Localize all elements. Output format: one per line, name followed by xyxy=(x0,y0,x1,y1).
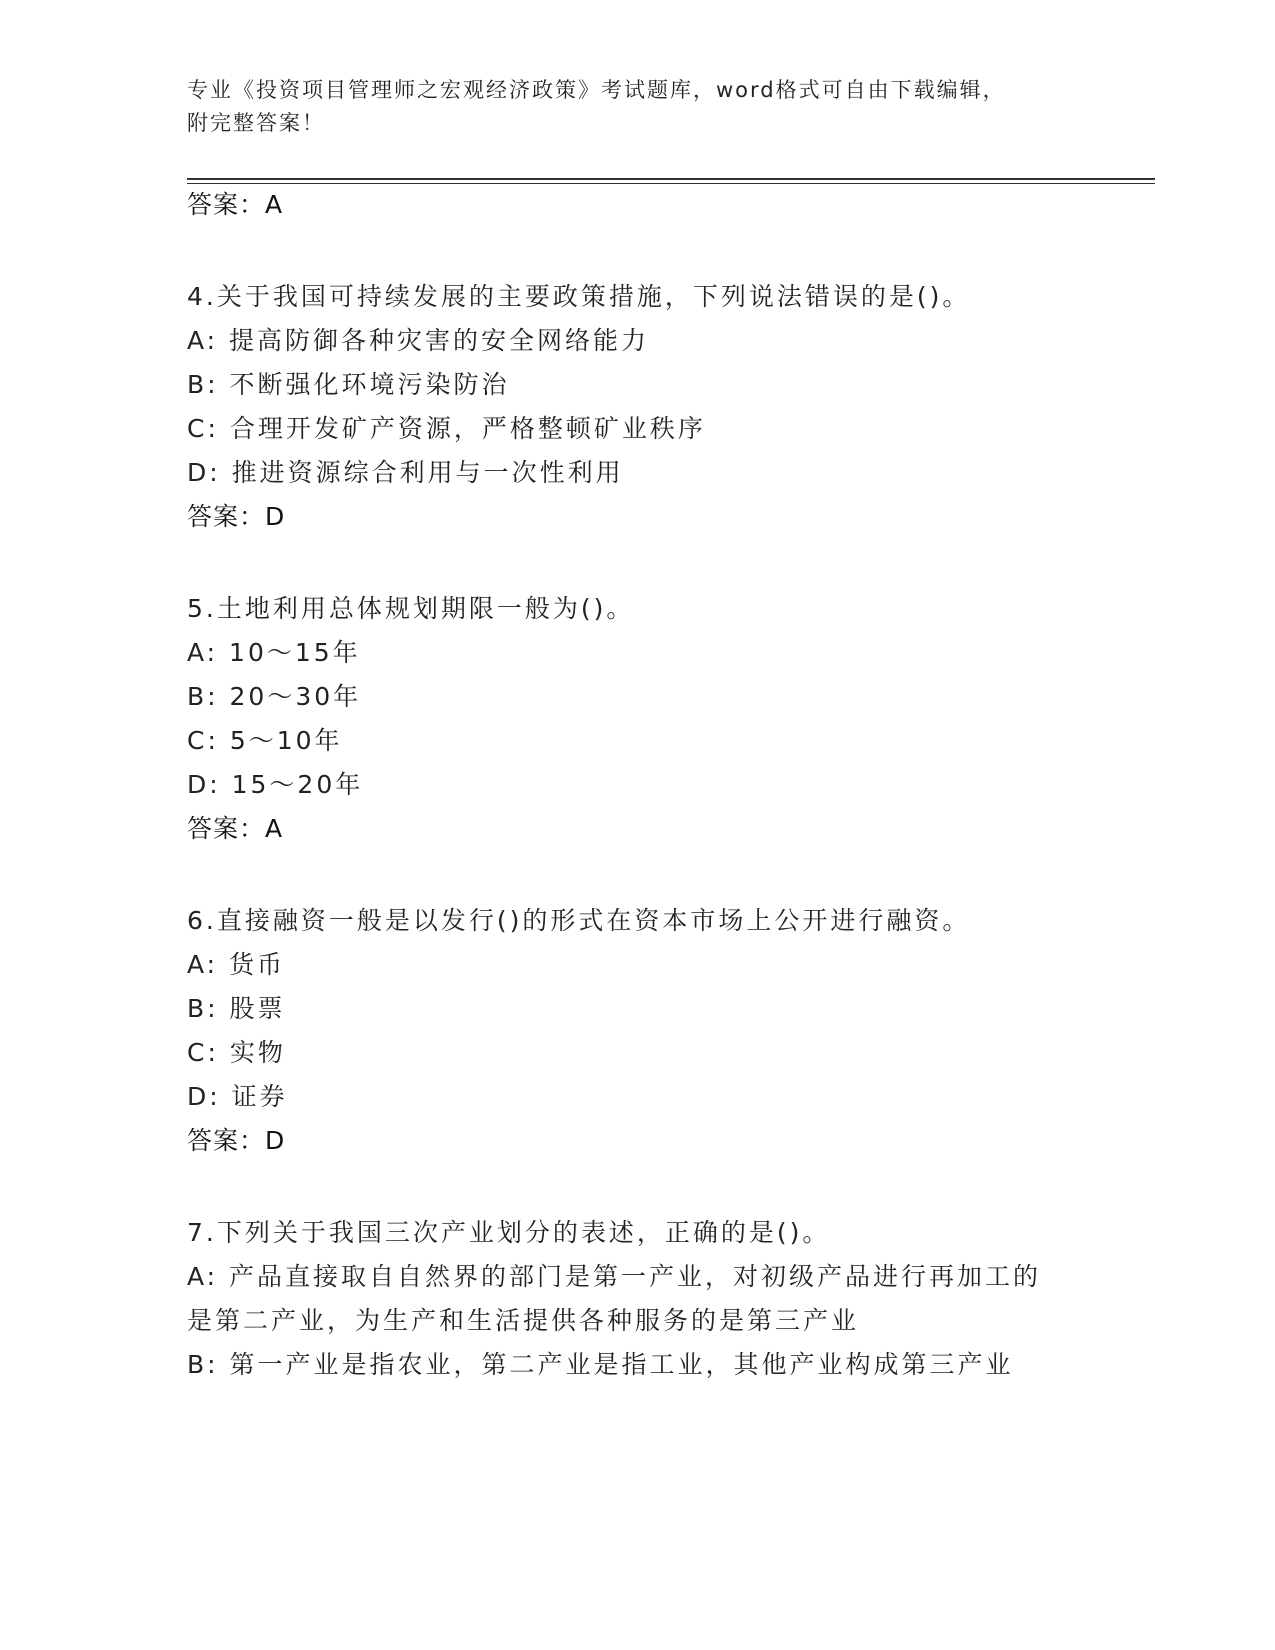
header-note-line-2: 附完整答案！ xyxy=(187,111,325,135)
question-5-stem: 5.土地利用总体规划期限一般为()。 xyxy=(187,594,635,623)
question-7-stem: 7.下列关于我国三次产业划分的表述，正确的是()。 xyxy=(187,1218,831,1247)
question-5-option-b: B: 20～30年 xyxy=(187,682,362,711)
header-rule-thick xyxy=(187,178,1155,180)
question-6-option-b: B: 股票 xyxy=(187,994,286,1023)
question-7-option-b: B: 第一产业是指农业，第二产业是指工业，其他产业构成第三产业 xyxy=(187,1350,1014,1379)
header-rule-thin xyxy=(187,183,1155,184)
question-6-stem: 6.直接融资一般是以发行()的形式在资本市场上公开进行融资。 xyxy=(187,906,971,935)
question-4-option-c: C: 合理开发矿产资源，严格整顿矿业秩序 xyxy=(187,414,706,443)
header-note-line-1: 专业《投资项目管理师之宏观经济政策》考试题库，word格式可自由下载编辑， xyxy=(187,78,1006,102)
answer-q3: 答案：A xyxy=(187,190,284,219)
question-5-option-a: A: 10～15年 xyxy=(187,638,361,667)
answer-q4: 答案：D xyxy=(187,502,286,531)
question-4-option-a: A: 提高防御各种灾害的安全网络能力 xyxy=(187,326,650,355)
question-7-option-a-continued: 是第二产业，为生产和生活提供各种服务的是第三产业 xyxy=(187,1306,860,1335)
question-6-option-c: C: 实物 xyxy=(187,1038,286,1067)
question-4-stem: 4.关于我国可持续发展的主要政策措施，下列说法错误的是()。 xyxy=(187,282,971,311)
question-4-option-d: D: 推进资源综合利用与一次性利用 xyxy=(187,458,624,487)
header-note xyxy=(187,74,1087,140)
question-6-option-a: A: 货币 xyxy=(187,950,286,979)
answer-q6: 答案：D xyxy=(187,1126,286,1155)
question-5-option-c: C: 5～10年 xyxy=(187,726,343,755)
question-7-option-a: A: 产品直接取自自然界的部门是第一产业，对初级产品进行再加工的 xyxy=(187,1262,1042,1291)
answer-q5: 答案：A xyxy=(187,814,284,843)
question-6-option-d: D: 证券 xyxy=(187,1082,288,1111)
question-4-option-b: B: 不断强化环境污染防治 xyxy=(187,370,510,399)
question-5-option-d: D: 15～20年 xyxy=(187,770,364,799)
